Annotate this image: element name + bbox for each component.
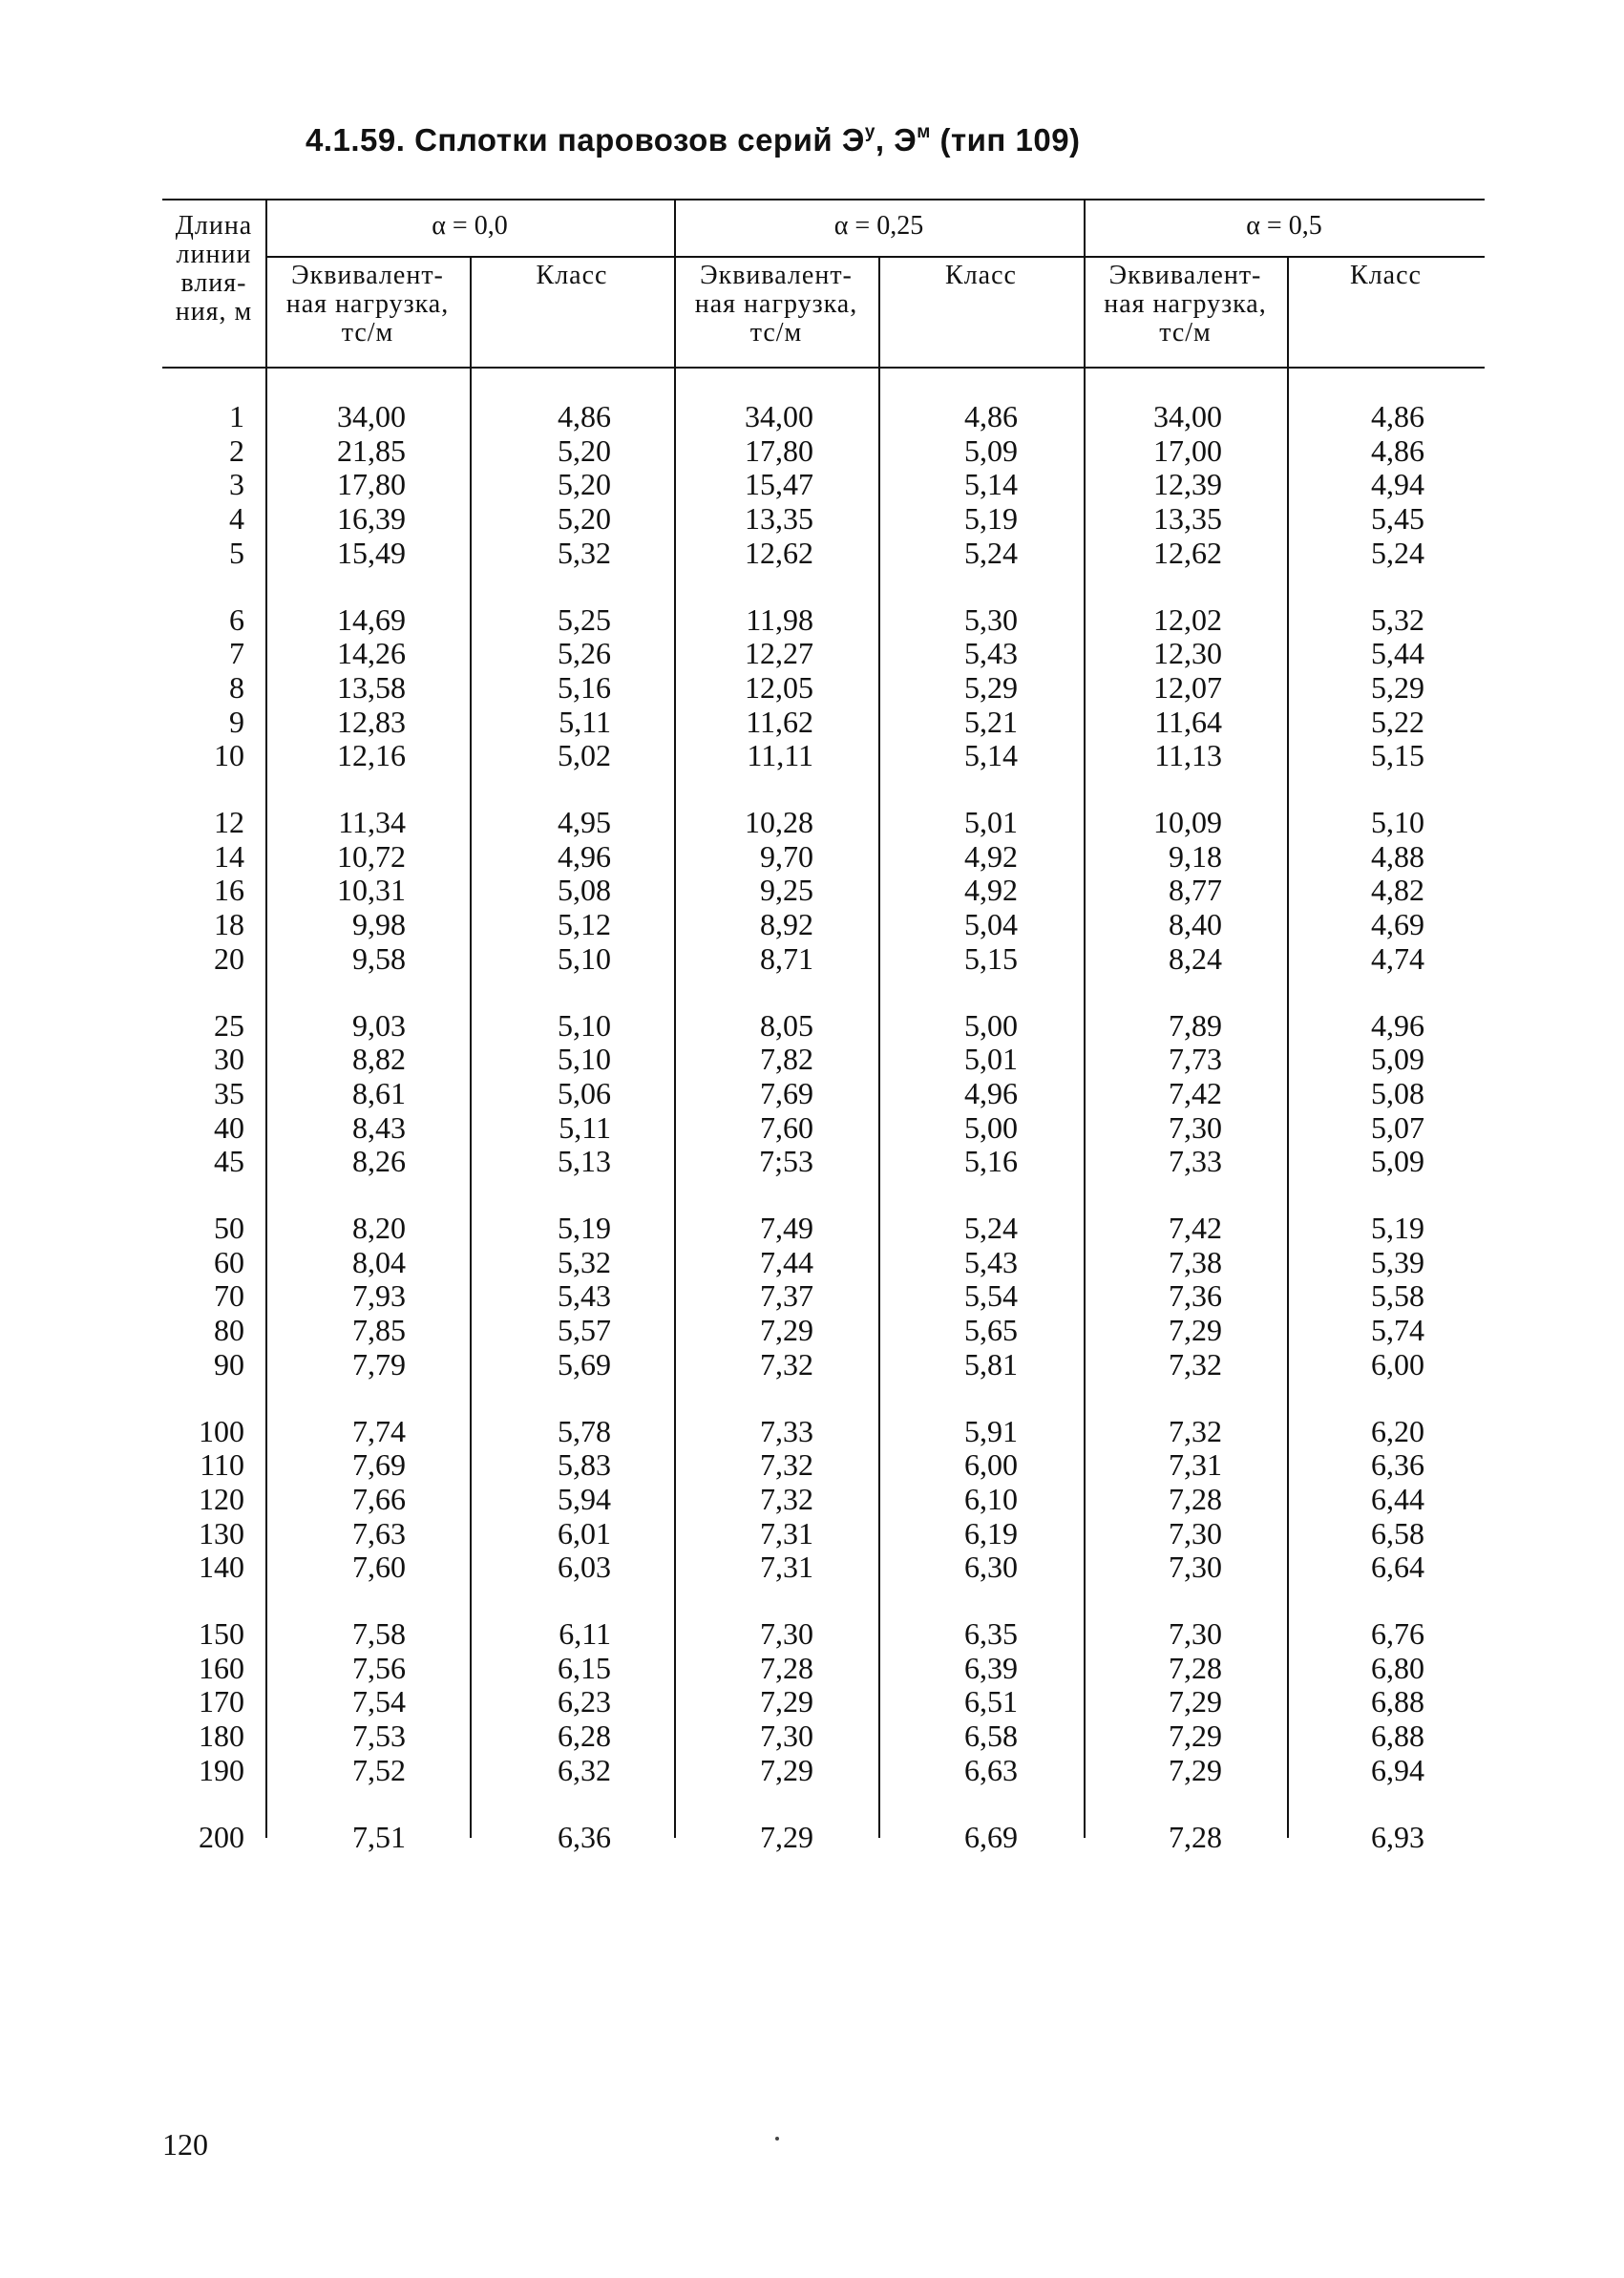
load-cell: 8,20 — [352, 1211, 406, 1245]
length-header: Длина линии влия- ния, м — [175, 211, 253, 327]
load-cell: 7,42 — [1169, 1075, 1222, 1110]
class-cell: 6,23 — [558, 1684, 611, 1719]
load-cell: 7,32 — [1169, 1346, 1222, 1382]
class-cell: 6,28 — [558, 1719, 611, 1754]
class-cell: 5,44 — [1371, 636, 1424, 671]
load-cell: 7,30 — [760, 1616, 813, 1651]
load-cell: 12,39 — [1153, 467, 1222, 502]
class-cell: 6,20 — [1371, 1413, 1424, 1448]
load-cell: 12,62 — [1153, 535, 1222, 570]
class-cell: 4,96 — [964, 1075, 1018, 1110]
length-cell: 60 — [214, 1244, 244, 1279]
load-cell: 10,72 — [337, 838, 406, 874]
class-cell: 5,24 — [964, 1211, 1018, 1245]
load-cell: 12,02 — [1153, 601, 1222, 637]
load-cell: 15,49 — [337, 535, 406, 570]
load-cell: 7;53 — [759, 1144, 813, 1179]
length-cell: 5 — [229, 535, 244, 570]
load-cell: 7,58 — [352, 1616, 406, 1651]
length-cell: 14 — [214, 838, 244, 874]
class-cell: 5,07 — [1371, 1109, 1424, 1145]
length-cell: 7 — [229, 636, 244, 671]
class-cell: 4,95 — [558, 805, 611, 839]
load-cell: 11,62 — [746, 704, 813, 739]
class-cell: 5,43 — [964, 636, 1018, 671]
load-cell: 7,29 — [1169, 1313, 1222, 1348]
class-cell: 5,09 — [1371, 1144, 1424, 1179]
class-cell: 5,65 — [964, 1313, 1018, 1348]
load-cell: 7,93 — [352, 1278, 406, 1314]
class-cell: 4,88 — [1371, 838, 1424, 874]
load-cell: 8,26 — [352, 1144, 406, 1179]
ink-dot — [775, 2137, 779, 2141]
class-cell: 6,36 — [1371, 1447, 1424, 1483]
load-cell: 34,00 — [337, 399, 406, 433]
class-cell: 6,01 — [558, 1515, 611, 1550]
load-cell: 7,30 — [1169, 1616, 1222, 1651]
class-cell: 5,83 — [558, 1447, 611, 1483]
class-cell: 6,63 — [964, 1752, 1018, 1787]
class-cell: 5,04 — [964, 907, 1018, 942]
class-cell: 6,44 — [1371, 1481, 1424, 1516]
class-cell: 6,11 — [559, 1616, 611, 1651]
length-cell: 120 — [199, 1481, 244, 1516]
class-cell: 5,14 — [964, 738, 1018, 773]
load-cell: 7,36 — [1169, 1278, 1222, 1314]
load-cell: 7,60 — [760, 1109, 813, 1145]
class-cell: 6,03 — [558, 1550, 611, 1585]
load-cell: 12,83 — [337, 704, 406, 739]
load-cell: 7,31 — [760, 1515, 813, 1550]
load-cell: 7,29 — [760, 1819, 813, 1854]
class-cell: 6,94 — [1371, 1752, 1424, 1787]
load-cell: 12,07 — [1153, 669, 1222, 705]
class-cell: 5,43 — [558, 1278, 611, 1314]
load-cell: 8,24 — [1169, 940, 1222, 976]
length-cell: 9 — [229, 704, 244, 739]
class-cell: 4,96 — [558, 838, 611, 874]
length-cell: 160 — [199, 1650, 244, 1685]
class-cell: 5,02 — [558, 738, 611, 773]
load-cell: 7,28 — [1169, 1650, 1222, 1685]
load-cell: 7,37 — [760, 1278, 813, 1314]
class-cell: 5,12 — [558, 907, 611, 942]
length-cell: 50 — [214, 1211, 244, 1245]
load-cell: 13,58 — [337, 669, 406, 705]
load-cell: 7,56 — [352, 1650, 406, 1685]
class-cell: 4,86 — [1371, 399, 1424, 433]
load-cell: 7,28 — [1169, 1819, 1222, 1854]
class-cell: 5,09 — [964, 432, 1018, 468]
load-cell: 7,30 — [1169, 1515, 1222, 1550]
load-cell: 7,30 — [760, 1719, 813, 1754]
load-cell: 7,53 — [352, 1719, 406, 1754]
load-cell: 7,49 — [760, 1211, 813, 1245]
load-cell: 12,27 — [745, 636, 813, 671]
class-cell: 5,19 — [558, 1211, 611, 1245]
class-cell: 5,19 — [1371, 1211, 1424, 1245]
length-cell: 190 — [199, 1752, 244, 1787]
class-cell: 5,24 — [1371, 535, 1424, 570]
class-cell: 4,96 — [1371, 1007, 1424, 1043]
load-cell: 17,80 — [337, 467, 406, 502]
load-cell: 7,32 — [760, 1346, 813, 1382]
equivalent-load-header: Эквивалент- ная нагрузка, тс/м — [694, 261, 858, 348]
load-cell: 7,42 — [1169, 1211, 1222, 1245]
load-cell: 7,73 — [1169, 1042, 1222, 1077]
length-cell: 130 — [199, 1515, 244, 1550]
class-cell: 6,19 — [964, 1515, 1018, 1550]
class-cell: 6,15 — [558, 1650, 611, 1685]
class-cell: 5,19 — [964, 501, 1018, 537]
load-cell: 7,31 — [1169, 1447, 1222, 1483]
length-cell: 170 — [199, 1684, 244, 1719]
load-cell: 7,29 — [1169, 1684, 1222, 1719]
class-cell: 5,22 — [1371, 704, 1424, 739]
load-cell: 17,00 — [1153, 432, 1222, 468]
class-cell: 5,01 — [964, 1042, 1018, 1077]
load-cell: 9,25 — [760, 873, 813, 908]
load-cell: 7,66 — [352, 1481, 406, 1516]
load-cell: 7,32 — [760, 1447, 813, 1483]
length-cell: 200 — [199, 1819, 244, 1854]
class-cell: 4,86 — [1371, 432, 1424, 468]
class-cell: 6,69 — [964, 1819, 1018, 1854]
class-cell: 5,45 — [1371, 501, 1424, 537]
load-cell: 8,04 — [352, 1244, 406, 1279]
class-cell: 4,92 — [964, 873, 1018, 908]
length-cell: 3 — [229, 467, 244, 502]
load-cell: 7,32 — [760, 1481, 813, 1516]
load-cell: 8,82 — [352, 1042, 406, 1077]
group-header-rule — [265, 256, 1485, 258]
class-cell: 5,81 — [964, 1346, 1018, 1382]
load-cell: 7,38 — [1169, 1244, 1222, 1279]
load-cell: 7,51 — [352, 1819, 406, 1854]
class-cell: 5,25 — [558, 601, 611, 637]
class-cell: 6,88 — [1371, 1684, 1424, 1719]
class-cell: 5,09 — [1371, 1042, 1424, 1077]
load-cell: 7,33 — [760, 1413, 813, 1448]
class-cell: 5,11 — [559, 1109, 611, 1145]
load-cell: 8,61 — [352, 1075, 406, 1110]
load-cell: 7,69 — [760, 1075, 813, 1110]
class-cell: 5,11 — [559, 704, 611, 739]
class-cell: 4,82 — [1371, 873, 1424, 908]
load-cell: 12,05 — [745, 669, 813, 705]
load-cell: 9,03 — [352, 1007, 406, 1043]
load-cell: 9,58 — [352, 940, 406, 976]
class-cell: 6,88 — [1371, 1719, 1424, 1754]
load-cell: 7,29 — [1169, 1719, 1222, 1754]
length-cell: 90 — [214, 1346, 244, 1382]
load-cell: 7,29 — [760, 1684, 813, 1719]
class-cell: 6,80 — [1371, 1650, 1424, 1685]
load-cell: 16,39 — [337, 501, 406, 537]
class-cell: 5,10 — [558, 940, 611, 976]
length-cell: 16 — [214, 873, 244, 908]
page-number: 120 — [162, 2127, 208, 2162]
load-cell: 7,60 — [352, 1550, 406, 1585]
load-cell: 12,16 — [337, 738, 406, 773]
class-cell: 5,54 — [964, 1278, 1018, 1314]
length-cell: 25 — [214, 1007, 244, 1043]
class-cell: 5,29 — [964, 669, 1018, 705]
load-cell: 7,28 — [760, 1650, 813, 1685]
length-cell: 2 — [229, 432, 244, 468]
length-cell: 40 — [214, 1109, 244, 1145]
class-cell: 5,10 — [558, 1042, 611, 1077]
class-cell: 5,91 — [964, 1413, 1018, 1448]
load-cell: 7,74 — [352, 1413, 406, 1448]
load-cell: 7,82 — [760, 1042, 813, 1077]
length-cell: 45 — [214, 1144, 244, 1179]
class-cell: 5,30 — [964, 601, 1018, 637]
load-cell: 7,28 — [1169, 1481, 1222, 1516]
load-cell: 10,28 — [745, 805, 813, 839]
class-cell: 5,00 — [964, 1109, 1018, 1145]
load-cell: 7,54 — [352, 1684, 406, 1719]
length-cell: 4 — [229, 501, 244, 537]
class-cell: 5,08 — [1371, 1075, 1424, 1110]
class-cell: 4,86 — [558, 399, 611, 433]
load-cell: 12,30 — [1153, 636, 1222, 671]
class-cell: 6,32 — [558, 1752, 611, 1787]
class-cell: 5,32 — [558, 1244, 611, 1279]
load-cell: 7,79 — [352, 1346, 406, 1382]
class-cell: 6,64 — [1371, 1550, 1424, 1585]
class-cell: 6,58 — [1371, 1515, 1424, 1550]
load-cell: 34,00 — [1153, 399, 1222, 433]
load-cell: 8,77 — [1169, 873, 1222, 908]
alpha-group-header: α = 0,0 — [432, 211, 508, 241]
class-cell: 5,74 — [1371, 1313, 1424, 1348]
length-cell: 70 — [214, 1278, 244, 1314]
class-cell: 5,15 — [964, 940, 1018, 976]
load-cell: 11,13 — [1154, 738, 1222, 773]
class-cell: 4,69 — [1371, 907, 1424, 942]
class-cell: 4,92 — [964, 838, 1018, 874]
class-cell: 6,00 — [964, 1447, 1018, 1483]
class-cell: 6,30 — [964, 1550, 1018, 1585]
load-cell: 14,26 — [337, 636, 406, 671]
load-cell: 7,31 — [760, 1550, 813, 1585]
class-cell: 5,32 — [1371, 601, 1424, 637]
class-cell: 4,74 — [1371, 940, 1424, 976]
class-cell: 6,00 — [1371, 1346, 1424, 1382]
class-cell: 5,69 — [558, 1346, 611, 1382]
class-cell: 5,08 — [558, 873, 611, 908]
length-cell: 80 — [214, 1313, 244, 1348]
class-cell: 5,58 — [1371, 1278, 1424, 1314]
length-cell: 110 — [200, 1447, 244, 1483]
alpha-group-header: α = 0,5 — [1246, 211, 1322, 241]
load-cell: 11,34 — [338, 805, 406, 839]
load-cell: 10,09 — [1153, 805, 1222, 839]
length-cell: 10 — [214, 738, 244, 773]
load-cell: 17,80 — [745, 432, 813, 468]
class-cell: 5,32 — [558, 535, 611, 570]
class-cell: 5,20 — [558, 432, 611, 468]
class-cell: 6,93 — [1371, 1819, 1424, 1854]
load-cell: 7,30 — [1169, 1550, 1222, 1585]
load-cell: 10,31 — [337, 873, 406, 908]
class-cell: 5,01 — [964, 805, 1018, 839]
class-cell: 6,51 — [964, 1684, 1018, 1719]
equivalent-load-header: Эквивалент- ная нагрузка, тс/м — [1104, 261, 1267, 348]
class-cell: 6,58 — [964, 1719, 1018, 1754]
class-header: Класс — [1350, 261, 1422, 290]
equivalent-load-header: Эквивалент- ная нагрузка, тс/м — [285, 261, 450, 348]
class-cell: 6,36 — [558, 1819, 611, 1854]
class-cell: 5,20 — [558, 501, 611, 537]
class-cell: 5,15 — [1371, 738, 1424, 773]
class-cell: 4,86 — [964, 399, 1018, 433]
load-cell: 8,40 — [1169, 907, 1222, 942]
load-cell: 7,32 — [1169, 1413, 1222, 1448]
class-header: Класс — [536, 261, 608, 290]
class-cell: 5,94 — [558, 1481, 611, 1516]
length-cell: 180 — [199, 1719, 244, 1754]
load-cell: 7,69 — [352, 1447, 406, 1483]
class-cell: 5,06 — [558, 1075, 611, 1110]
class-cell: 5,20 — [558, 467, 611, 502]
load-cell: 15,47 — [745, 467, 813, 502]
class-cell: 5,16 — [558, 669, 611, 705]
length-cell: 18 — [214, 907, 244, 942]
class-cell: 5,14 — [964, 467, 1018, 502]
load-cell: 7,52 — [352, 1752, 406, 1787]
load-cell: 7,33 — [1169, 1144, 1222, 1179]
class-cell: 5,57 — [558, 1313, 611, 1348]
load-cell: 8,71 — [760, 940, 813, 976]
class-cell: 5,24 — [964, 535, 1018, 570]
class-header: Класс — [945, 261, 1017, 290]
load-cell: 7,85 — [352, 1313, 406, 1348]
class-cell: 6,10 — [964, 1481, 1018, 1516]
load-cell: 34,00 — [745, 399, 813, 433]
class-cell: 5,16 — [964, 1144, 1018, 1179]
class-cell: 5,29 — [1371, 669, 1424, 705]
length-cell: 6 — [229, 601, 244, 637]
length-cell: 150 — [199, 1616, 244, 1651]
class-cell: 5,10 — [558, 1007, 611, 1043]
load-cell: 9,70 — [760, 838, 813, 874]
load-cell: 7,63 — [352, 1515, 406, 1550]
class-cell: 5,10 — [1371, 805, 1424, 839]
length-cell: 1 — [229, 399, 244, 433]
class-cell: 5,00 — [964, 1007, 1018, 1043]
load-cell: 7,44 — [760, 1244, 813, 1279]
page-title: 4.1.59. Сплотки паровозов серий $Э^у$, $Э^м$ (тип 109) — [306, 122, 1081, 158]
class-cell: 5,78 — [558, 1413, 611, 1448]
load-cell: 8,43 — [352, 1109, 406, 1145]
load-cell: 12,62 — [745, 535, 813, 570]
load-cell: 11,11 — [747, 738, 813, 773]
class-cell: 5,43 — [964, 1244, 1018, 1279]
length-cell: 8 — [229, 669, 244, 705]
class-cell: 5,26 — [558, 636, 611, 671]
load-cell: 14,69 — [337, 601, 406, 637]
alpha-group-header: α = 0,25 — [833, 211, 924, 241]
length-cell: 100 — [199, 1413, 244, 1448]
load-cell: 8,05 — [760, 1007, 813, 1043]
class-cell: 6,35 — [964, 1616, 1018, 1651]
load-cell: 11,98 — [746, 601, 813, 637]
class-cell: 6,76 — [1371, 1616, 1424, 1651]
length-cell: 20 — [214, 940, 244, 976]
load-cell: 9,18 — [1169, 838, 1222, 874]
class-cell: 4,94 — [1371, 467, 1424, 502]
load-cell: 11,64 — [1154, 704, 1222, 739]
class-cell: 5,39 — [1371, 1244, 1424, 1279]
length-cell: 30 — [214, 1042, 244, 1077]
load-cell: 8,92 — [760, 907, 813, 942]
load-cell: 7,30 — [1169, 1109, 1222, 1145]
load-cell: 13,35 — [745, 501, 813, 537]
length-cell: 12 — [214, 805, 244, 839]
load-cell: 7,29 — [760, 1752, 813, 1787]
class-cell: 5,13 — [558, 1144, 611, 1179]
load-cell: 21,85 — [337, 432, 406, 468]
length-cell: 35 — [214, 1075, 244, 1110]
load-cell: 7,29 — [760, 1313, 813, 1348]
load-cell: 7,89 — [1169, 1007, 1222, 1043]
load-cell: 7,29 — [1169, 1752, 1222, 1787]
load-cell: 13,35 — [1153, 501, 1222, 537]
class-cell: 5,21 — [964, 704, 1018, 739]
table-top-rule — [162, 199, 1485, 200]
length-cell: 140 — [199, 1550, 244, 1585]
load-cell: 9,98 — [352, 907, 406, 942]
class-cell: 6,39 — [964, 1650, 1018, 1685]
